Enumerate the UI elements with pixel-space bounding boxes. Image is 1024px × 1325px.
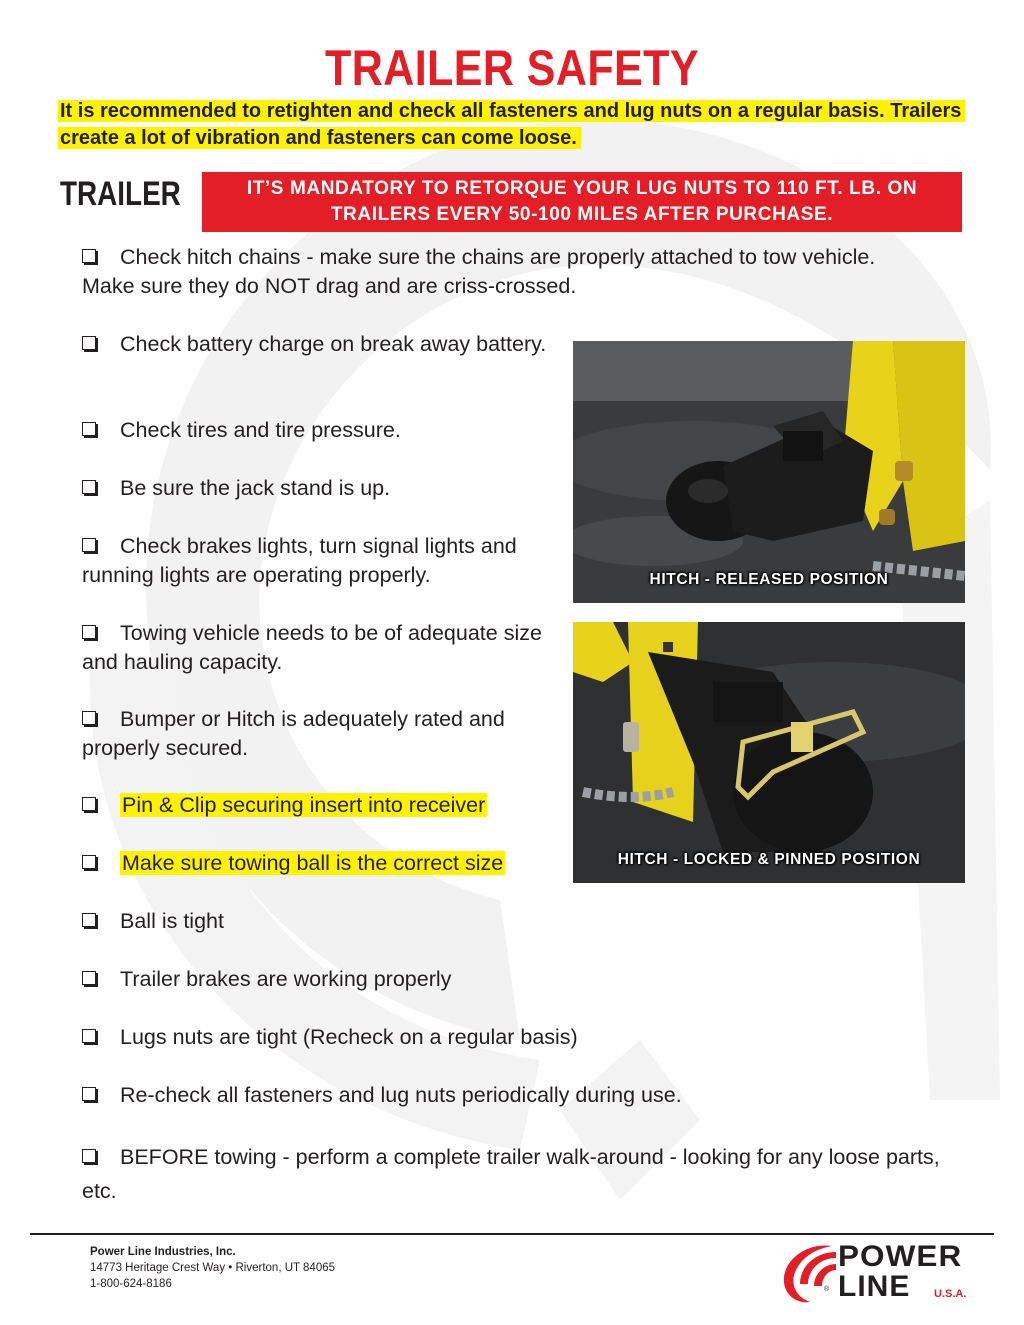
checklist-text: Lugs nuts are tight (Recheck on a regular basis) xyxy=(120,1025,578,1049)
checkbox-icon xyxy=(82,797,96,811)
checklist-text: Make sure towing ball is the correct size xyxy=(122,851,504,875)
checklist-text: Bumper or Hitch is adequately rated and properly secured. xyxy=(82,707,505,760)
power-line-logo xyxy=(780,1238,1000,1308)
checklist-text: Check tires and tire pressure. xyxy=(120,418,401,442)
footer-address xyxy=(90,1244,335,1292)
checkbox-icon xyxy=(82,336,96,350)
checklist-text: Ball is tight xyxy=(120,909,224,933)
intro-text: It is recommended to retighten and check all fasteners and lug nuts on a regular basis. Trailers create a lot of vibration and fasteners can come loose. xyxy=(58,100,965,149)
checklist-item xyxy=(82,532,552,590)
checklist-text: BEFORE towing - perform a complete trailer walk-around - looking for any loose parts, etc. xyxy=(82,1145,940,1203)
footer-divider xyxy=(30,1233,994,1235)
checklist-text: Pin & Clip securing insert into receiver xyxy=(122,793,486,817)
checkbox-icon xyxy=(82,1029,96,1043)
company-name: Power Line Industries, Inc. xyxy=(90,1246,236,1258)
checklist-text: Check brakes lights, turn signal lights and running lights are operating properly. xyxy=(82,534,517,587)
intro-notice xyxy=(58,98,968,152)
swoosh-logo-icon xyxy=(780,1240,840,1306)
hitch-released-photo xyxy=(573,341,965,603)
phone-number: 1-800-624-8186 xyxy=(90,1278,172,1290)
checkbox-icon xyxy=(82,422,96,436)
checkbox-icon xyxy=(82,855,96,869)
checklist-item xyxy=(82,619,567,677)
checkbox-icon xyxy=(82,971,96,985)
checklist-text: Trailer brakes are working properly xyxy=(120,967,452,991)
page-title: TRAILER SAFETY xyxy=(325,40,699,96)
checkbox-icon xyxy=(82,480,96,494)
checklist-item xyxy=(82,474,552,503)
checklist-item xyxy=(82,330,552,359)
checklist-text: Re-check all fasteners and lug nuts periodically during use. xyxy=(120,1083,682,1107)
checklist-text: Check hitch chains - make sure the chains are properly attached to tow vehicle. Make sure they do NOT drag and are criss-crossed. xyxy=(82,245,876,298)
checkbox-icon xyxy=(82,625,96,639)
checkbox-icon xyxy=(82,538,96,552)
logo-text-line: LINE xyxy=(838,1270,911,1303)
checklist-item xyxy=(82,243,922,301)
street-address: 14773 Heritage Crest Way • Riverton, UT 84065 xyxy=(90,1262,336,1274)
mandatory-notice-box: IT’S MANDATORY TO RETORQUE YOUR LUG NUTS TO 110 FT. LB. ON TRAILERS EVERY 50-100 MILES AFTER PURCHASE. xyxy=(202,172,962,232)
checkbox-icon xyxy=(82,913,96,927)
checklist-item xyxy=(82,705,567,763)
logo-text-power: POWER xyxy=(838,1240,963,1273)
photo-caption: HITCH - RELEASED POSITION xyxy=(649,571,889,588)
checklist-item xyxy=(82,907,922,936)
checklist-text: Towing vehicle needs to be of adequate size and hauling capacity. xyxy=(82,621,542,674)
registered-mark: ® xyxy=(824,1286,830,1293)
photo-caption: HITCH - LOCKED & PINNED POSITION xyxy=(617,851,921,868)
checklist-item xyxy=(82,1081,922,1110)
checklist-text: Check battery charge on break away battery. xyxy=(120,332,547,356)
checkbox-icon xyxy=(82,249,96,263)
logo-text-usa: U.S.A. xyxy=(934,1288,967,1300)
hitch-locked-photo xyxy=(573,622,965,883)
checklist-item xyxy=(82,416,552,445)
checkbox-icon xyxy=(82,1149,96,1163)
checklist-item xyxy=(82,965,922,994)
checklist-item xyxy=(82,849,567,878)
checklist-item xyxy=(82,1140,942,1208)
checklist-item xyxy=(82,1023,922,1052)
checkbox-icon xyxy=(82,1087,96,1101)
checkbox-icon xyxy=(82,711,96,725)
checklist-item xyxy=(82,791,567,820)
section-heading: TRAILER xyxy=(60,175,181,213)
checklist-text: Be sure the jack stand is up. xyxy=(120,476,391,500)
